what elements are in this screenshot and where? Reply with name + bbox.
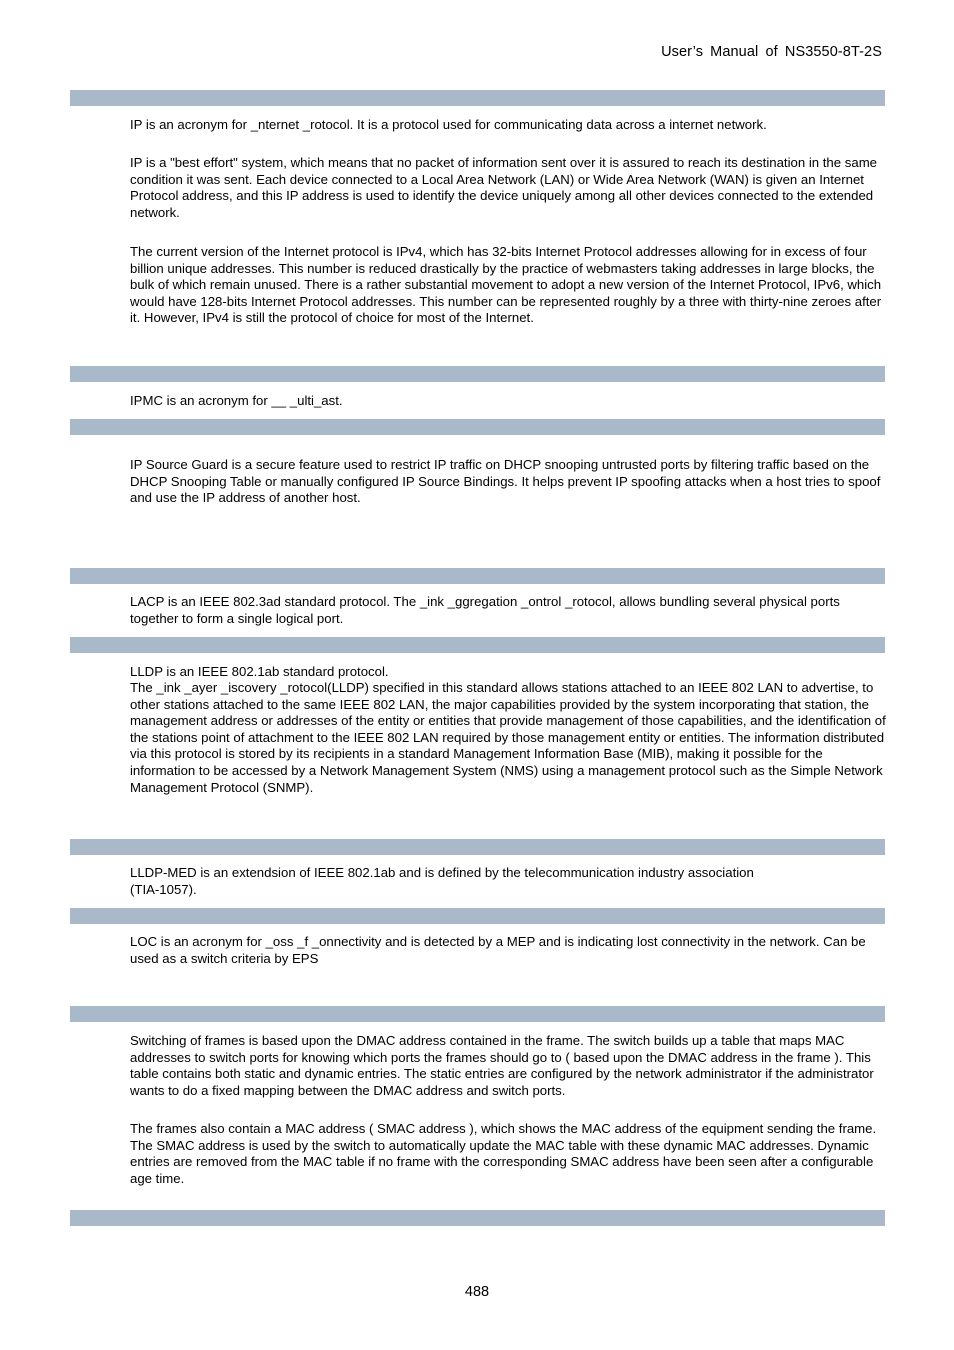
page-number: 488 — [464, 1284, 490, 1300]
mac-table-paragraph-2: The frames also contain a MAC address ( SMAC address ), which shows the MAC address of the equipment sending the frame. The SMAC address is used by the switch to automatically update the MAC table with these dynamic MAC addresses. Dynamic entries are removed from the MAC table if no frame with the corresponding SMAC address have been seen after a configurable age time. — [130, 1121, 877, 1186]
section-bar-ipmc — [70, 366, 885, 382]
section-bar-lldp — [70, 637, 885, 653]
section-bar-loc — [70, 908, 885, 924]
ip-paragraph-1: IP is an acronym for _nternet _rotocol. It is a protocol used for communicating data across a internet network. — [130, 117, 767, 132]
lldp-med-paragraph-1: LLDP-MED is an extendsion of IEEE 802.1ab and is defined by the telecommunication industry association — [130, 865, 754, 880]
lldp-med-paragraph-2: (TIA-1057). — [130, 882, 197, 897]
section-bar-mac-table — [70, 1006, 885, 1022]
lldp-paragraph-1: LLDP is an IEEE 802.1ab standard protocol. — [130, 664, 389, 679]
section-bar-lacp — [70, 568, 885, 584]
lldp-paragraph-2: The _ink _ayer _iscovery _rotocol(LLDP) specified in this standard allows stations attached to an IEEE 802 LAN to advertise, to other stations attached to the same IEEE 802 LAN, the major capabilities provided by the system incorporating that station, the management address or addresses of the entity or entities that provide management of those capabilities, and the identification of the stations point of attachment to the IEEE 802 LAN required by those management entity or entities. The information distributed via this protocol is stored by its recipients in a standard Management Information Base (MIB), making it possible for the information to be accessed by a Network Management System (NMS) using a management protocol such as the Simple Network Management Protocol (SNMP). — [130, 680, 886, 795]
mac-table-paragraph-1: Switching of frames is based upon the DMAC address contained in the frame. The switch builds up a table that maps MAC addresses to switch ports for knowing which ports the frames should go to ( based upon the DMAC address in the frame ). This table contains both static and dynamic entries. The static entries are configured by the network administrator if the administrator wants to do a fixed mapping between the DMAC address and switch ports. — [130, 1033, 874, 1098]
ip-paragraph-2: IP is a "best effort" system, which means that no packet of information sent over it is assured to reach its destination in the same condition it was sent. Each device connected to a Local Area Network (LAN) or Wide Area Network (WAN) is given an Internet Protocol address, and this IP address is used to identify the device uniquely among all other devices connected to the extended network. — [130, 155, 878, 220]
ipmc-paragraph-1: IPMC is an acronym for __ _ulti_ast. — [130, 393, 343, 408]
ip-paragraph-3: The current version of the Internet protocol is IPv4, which has 32-bits Internet Protocol addresses allowing for in excess of four billion unique addresses. This number is reduced drastically by the practice of webmasters taking addresses in large blocks, the bulk of which remain unused. There is a rather substantial movement to adopt a new version of the Internet Protocol, IPv6, which would have 128-bits Internet Protocol addresses. This number can be represented roughly by a three with thirty-nine zeroes after it. However, IPv4 is still the protocol of choice for most of the Internet. — [130, 244, 882, 326]
ip-source-guard-paragraph-1: IP Source Guard is a secure feature used to restrict IP traffic on DHCP snooping untrusted ports by filtering traffic based on the DHCP Snooping Table or manually configured IP Source Bindings. It helps prevent IP spoofing attacks when a host tries to spoof and use the IP address of another host. — [130, 457, 881, 506]
lacp-paragraph-1: LACP is an IEEE 802.3ad standard protocol. The _ink _ggregation _ontrol _rotocol, allows bundling several physical ports together to form a single logical port. — [130, 594, 840, 626]
section-bar-ip — [70, 90, 885, 106]
section-bar-next — [70, 1210, 885, 1226]
section-bar-lldp-med — [70, 839, 885, 855]
section-bar-ip-source-guard — [70, 419, 885, 435]
page-header: User’s Manual of NS3550-8T-2S — [661, 44, 882, 60]
loc-paragraph-1: LOC is an acronym for _oss _f _onnectivity and is detected by a MEP and is indicating lost connectivity in the network. Can be used as a switch criteria by EPS — [130, 934, 866, 966]
